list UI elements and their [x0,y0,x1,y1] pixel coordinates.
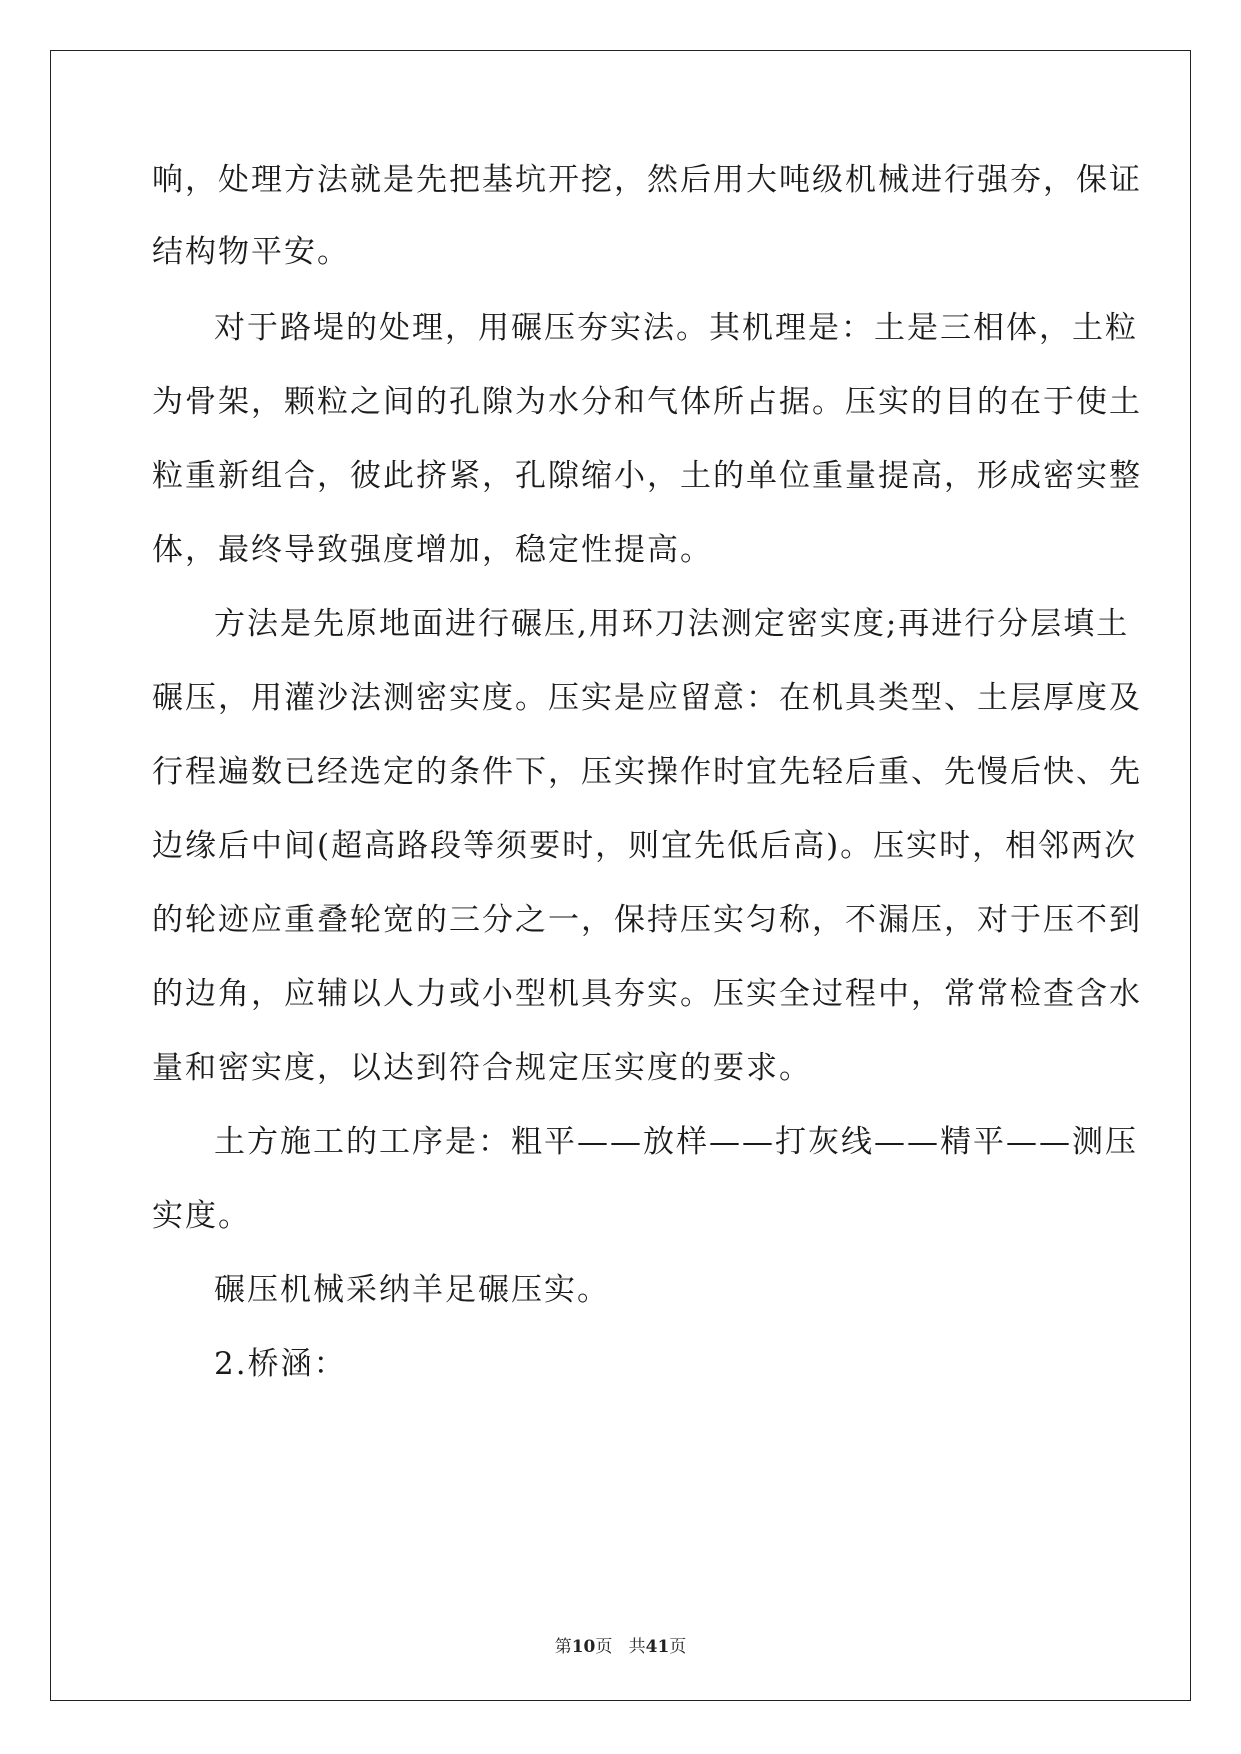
text-line: 的边角，应辅以人力或小型机具夯实。压实全过程中，常常检查含水 [152,976,1142,1012]
text-line: 为骨架，颗粒之间的孔隙为水分和气体所占据。压实的目的在于使土 [152,384,1142,420]
text-line: 体，最终导致强度增加，稳定性提高。 [152,532,713,568]
total-pages-number: 41 [645,1637,670,1657]
page-footer [0,1632,1241,1657]
text-line: 结构物平安。 [152,234,350,270]
text-line: 粒重新组合，彼此挤紧，孔隙缩小，土的单位重量提高，形成密实整 [152,458,1142,494]
text-line: 量和密实度，以达到符合规定压实度的要求。 [152,1050,812,1086]
text-line: 的轮迹应重叠轮宽的三分之一，保持压实匀称，不漏压，对于压不到 [152,902,1142,938]
footer-total-unit: 页 [669,1637,687,1657]
text-line: 2.桥涵： [214,1346,347,1382]
text-line: 碾压机械采纳羊足碾压实。 [214,1272,610,1308]
text-line: 方法是先原地面进行碾压,用环刀法测定密实度;再进行分层填土 [214,606,1130,642]
text-line: 响，处理方法就是先把基坑开挖，然后用大吨级机械进行强夯，保证 [152,162,1142,198]
current-page-number: 10 [571,1637,596,1657]
footer-prefix: 第 [554,1637,572,1657]
text-line: 碾压，用灌沙法测密实度。压实是应留意：在机具类型、土层厚度及 [152,680,1142,716]
page-border [50,50,1191,1701]
text-line: 土方施工的工序是：粗平——放样——打灰线——精平——测压 [214,1124,1138,1160]
footer-page-unit: 页 [595,1637,613,1657]
text-line: 对于路堤的处理，用碾压夯实法。其机理是：土是三相体，土粒 [214,310,1138,346]
text-line: 边缘后中间(超高路段等须要时，则宜先低后高)。压实时，相邻两次 [152,828,1138,864]
text-line: 行程遍数已经选定的条件下，压实操作时宜先轻后重、先慢后快、先 [152,754,1142,790]
text-line: 实度。 [152,1198,251,1234]
footer-total-prefix: 共 [628,1637,646,1657]
